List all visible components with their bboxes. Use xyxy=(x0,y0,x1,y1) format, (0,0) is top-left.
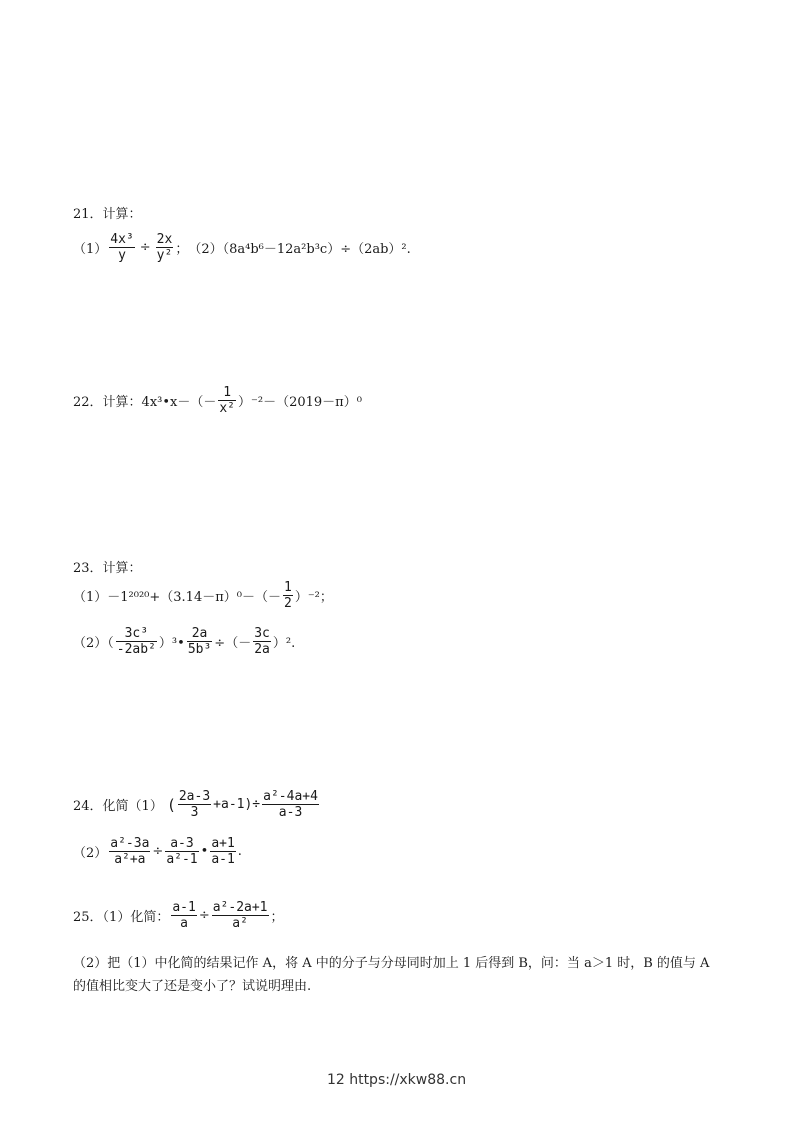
q24-part1-fraction-1-numerator: 2a-3 xyxy=(178,789,211,804)
q24-part2-fraction-2 xyxy=(165,836,198,867)
q21-heading: 21．计算： xyxy=(73,207,142,222)
q24-part1-fraction-1-denominator: 3 xyxy=(190,805,199,820)
q24-part2-fraction-2-denominator: a²-1 xyxy=(166,852,198,867)
q23-part2-fraction-3 xyxy=(253,626,271,657)
q24-part2-fraction-1-denominator: a²+a xyxy=(114,852,146,867)
q21-expression xyxy=(73,232,411,263)
q23-part2-fraction-2 xyxy=(187,626,212,657)
q23-part1-fraction xyxy=(283,580,293,611)
q21-fraction-1 xyxy=(109,232,134,263)
q23-part2-lead: （2）（ xyxy=(73,636,114,651)
q21-separator: ； xyxy=(175,242,189,257)
q23-heading: 23．计算： xyxy=(73,561,142,576)
q23-part2-mid2: ÷（－ xyxy=(214,636,252,651)
q23-part2-fraction-1-numerator: 3c³ xyxy=(124,626,149,641)
q22-lead: 22．计算：4x³•x－（－ xyxy=(73,395,217,410)
q24-part2-tail: . xyxy=(237,844,242,859)
q23-part2-fraction-1-denominator: -2ab² xyxy=(116,642,156,657)
q23-part1-lead: （1）－1²⁰²⁰+（3.14－π）⁰－（－ xyxy=(73,590,281,605)
q22-tail: ）⁻²－（2019－π）⁰ xyxy=(238,395,362,410)
q25-part2-line2: 的值相比变大了还是变小了？试说明理由. xyxy=(73,979,312,994)
q22-expression xyxy=(73,385,362,416)
q21-fraction-1-numerator: 4x³ xyxy=(110,232,134,247)
q21-part1-label: （1） xyxy=(73,242,108,257)
q23-part2-fraction-3-numerator: 3c xyxy=(254,626,270,641)
q23-part1-tail: ）⁻²； xyxy=(294,590,333,605)
q25-fraction-1-numerator: a-1 xyxy=(172,900,196,915)
q25-part2-line1: （2）把（1）中化简的结果记作 A，将 A 中的分子与分母同时加上 1 后得到 B，问：当 a＞1 时，B 的值与 A xyxy=(73,956,710,971)
q24-part2-op1: ÷ xyxy=(152,844,164,859)
q25-fraction-2 xyxy=(212,900,269,931)
q22-fraction xyxy=(218,385,236,416)
q24-part1-mid: +a-1)÷ xyxy=(213,797,261,812)
q23-part2-mid1: ）³• xyxy=(158,636,185,651)
q24-part2-label: （2） xyxy=(73,846,108,861)
q24-part2-fraction-3-denominator: a-1 xyxy=(211,852,235,867)
q23-part1-fraction-numerator: 1 xyxy=(283,580,292,595)
q24-part2-fraction-1 xyxy=(109,836,150,867)
q24-part2-fraction-1-numerator: a²-3a xyxy=(110,836,150,851)
q21-fraction-1-denominator: y xyxy=(118,248,126,263)
q23-part2-tail: ）². xyxy=(272,636,296,651)
q24-part1-fraction-2-numerator: a²-4a+4 xyxy=(263,789,318,804)
q24-part2 xyxy=(73,836,242,867)
q25-fraction-2-numerator: a²-2a+1 xyxy=(212,900,268,915)
q25-fraction-1-denominator: a xyxy=(180,916,188,931)
q23-part2 xyxy=(73,626,295,657)
q23-part2-fraction-2-denominator: 5b³ xyxy=(187,642,212,657)
q22-fraction-numerator: 1 xyxy=(223,385,232,400)
q24-part1-fraction-1 xyxy=(178,789,211,820)
q25-tail: ； xyxy=(270,910,284,925)
q21-fraction-2-numerator: 2x xyxy=(156,232,173,247)
q24-part1-fraction-2-denominator: a-3 xyxy=(278,805,303,820)
page-footer: 12 https://xkw88.cn xyxy=(326,1072,467,1088)
q25-fraction-2-denominator: a² xyxy=(232,916,248,931)
q24-part2-fraction-3 xyxy=(210,836,235,867)
q21-fraction-2-denominator: y² xyxy=(156,248,173,263)
q24-part2-fraction-3-numerator: a+1 xyxy=(211,836,235,851)
q23-part2-fraction-3-denominator: 2a xyxy=(254,642,270,657)
q22-fraction-denominator: x² xyxy=(219,401,236,416)
q25-op: ÷ xyxy=(198,908,210,923)
q23-part2-fraction-1 xyxy=(116,626,157,657)
q24-lead: 24．化简（1） xyxy=(73,799,163,814)
divide-sign: ÷ xyxy=(139,240,151,255)
q23-part1-fraction-denominator: 2 xyxy=(283,596,292,611)
q24-part2-fraction-2-numerator: a-3 xyxy=(170,836,194,851)
q25-lead: 25．（1）化简： xyxy=(73,910,170,925)
q24-part1-fraction-2 xyxy=(262,789,319,820)
q21-part2: （2）（8a⁴b⁶－12a²b³c）÷（2ab）². xyxy=(188,242,411,257)
q25-fraction-1 xyxy=(171,900,196,931)
q21-fraction-2 xyxy=(156,232,174,263)
q23-part2-fraction-2-numerator: 2a xyxy=(191,626,208,641)
q25-part1 xyxy=(73,900,284,931)
q24-part2-op2: • xyxy=(200,844,209,859)
q24-part1 xyxy=(73,789,321,820)
q24-open-paren: ( xyxy=(166,795,176,814)
q23-part1 xyxy=(73,580,333,611)
